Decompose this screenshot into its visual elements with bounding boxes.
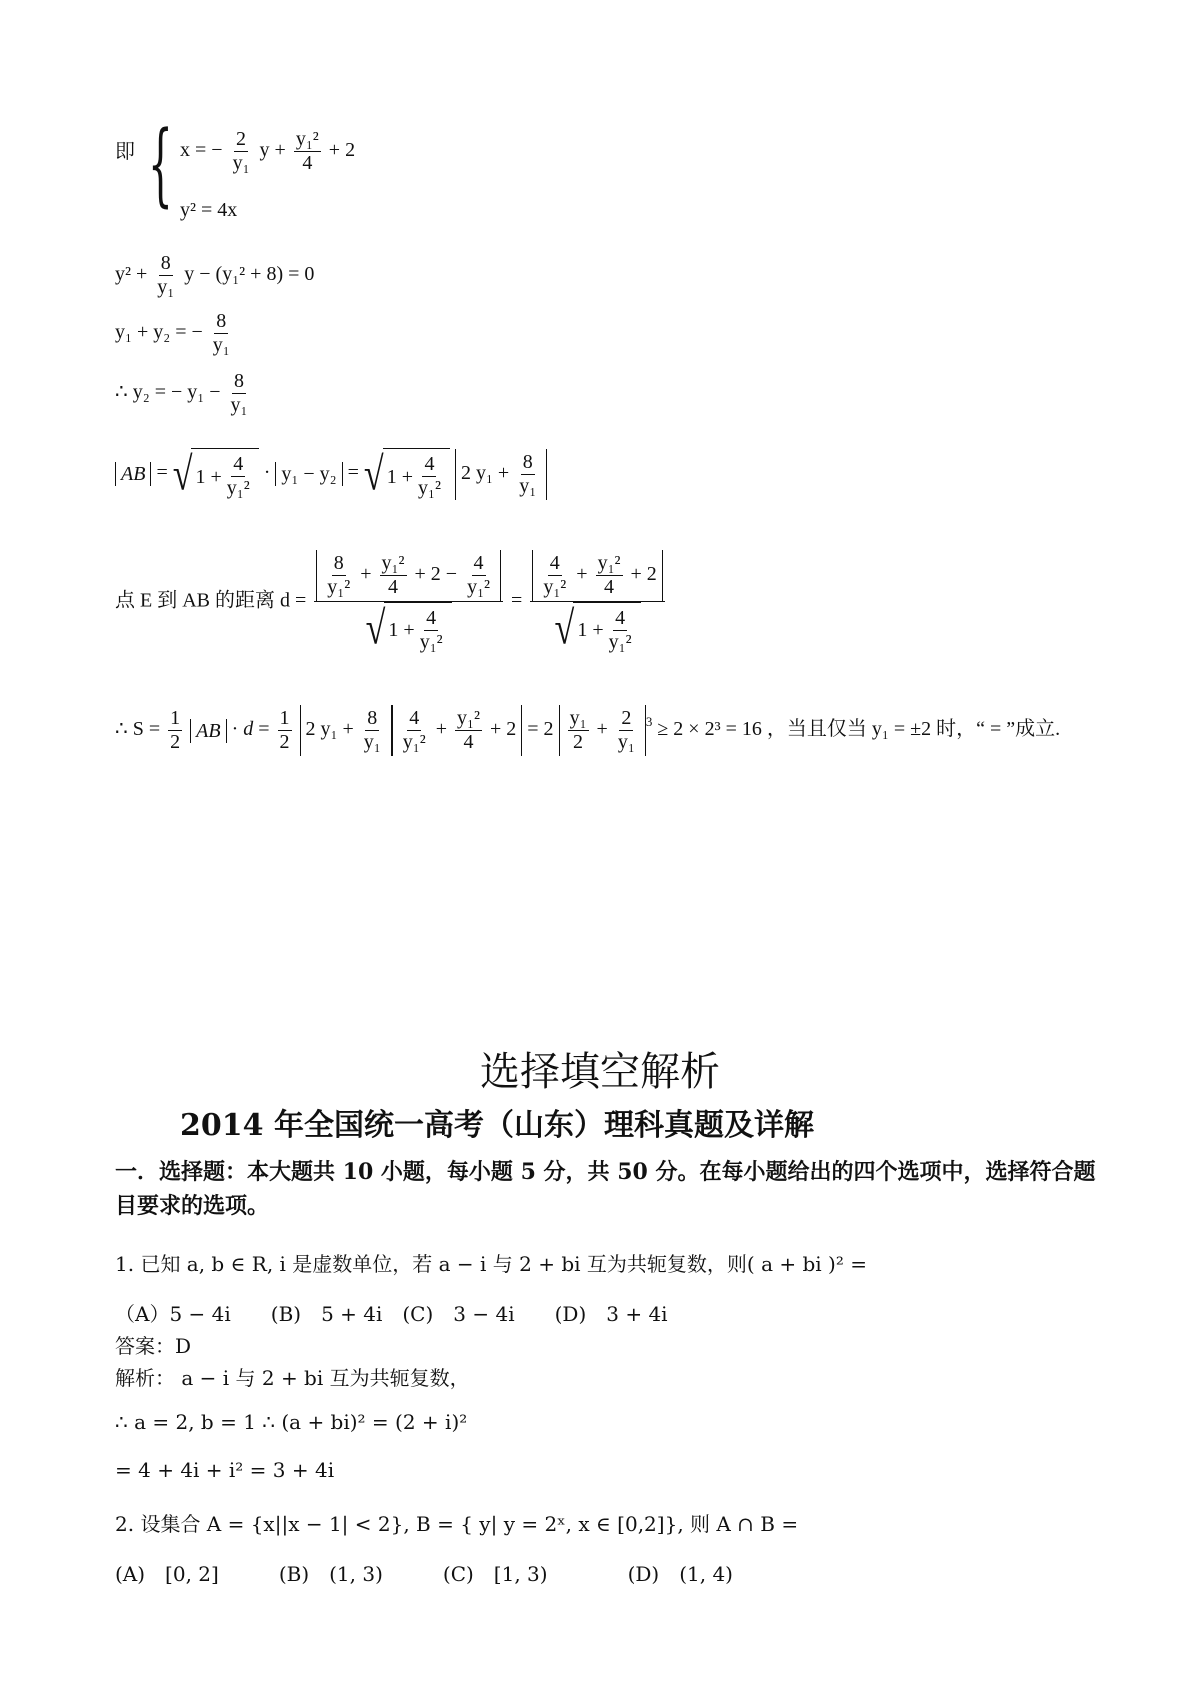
left-brace: { — [148, 113, 173, 217]
q1-stem: 1. 已知 a, b ∈ R, i 是虚数单位，若 a − i 与 2 + bi 互为共轭复数，则( a + bi )² = — [115, 1252, 867, 1276]
system-prefix: 即 — [115, 141, 135, 163]
page-title: 选择填空解析 — [480, 1049, 720, 1095]
exam-subtitle: 2014 年全国统一高考（山东）理科真题及详解 — [180, 1108, 814, 1143]
eq-area: ∴ S = $\frac{1}{2}$ AB · d = $\frac{1}{2}$ 2 y₁ + $\frac{8}{\text{y₁}}$ $\frac{4}{\text{y₁²}}$ + $\frac{\text{y₁²}}{4}$ + 2 = 2 $\frac{\text{y₁}}{2}$ + $\frac{2}{\text{y₁}}$ $^3$ ≥ 2 × 2³ = 16 ，当且仅当 y₁ = ±2 时，“ = ”成立. — [115, 705, 1060, 756]
eq-sum: y₁ + y₂ = − $\frac{8}{\text{y₁}}$ — [115, 310, 230, 356]
q1-options: （A）5 − 4i (B) 5 + 4i (C) 3 − 4i (D) 3 + 4i — [115, 1302, 668, 1326]
q1-answer: 答案：D — [115, 1334, 192, 1358]
q1-step2: = 4 + 4i + i² = 3 + 4i — [115, 1458, 335, 1482]
eq-distance: 点 E 到 AB 的距离 d = $\frac{8}{\text{y₁²}}$ + $\frac{\text{y₁²}}{4}$ + 2 − $\frac{4}{\text{y₁²}}$ √ 1 + $\frac{4}{\text{y₁²}}$ = $\frac{4}{\text{y₁²}}$ + $\frac{\text{y₁²}}{4}$ + 2 √ 1 + $\frac{4}{\text{y₁²}}$ — [115, 550, 668, 654]
q2-options: (A) [0, 2] (B) (1, 3) (C) [1, 3) (D) (1, 4) — [115, 1562, 733, 1586]
system-line-1: x = − $\frac{2}{\text{y₁}}$ y + $\frac{\text{y₁²}}{4}$ + 2 — [180, 128, 356, 174]
q1-analysis: 解析： a − i 与 2 + bi 互为共轭复数， — [115, 1366, 470, 1390]
q2-stem: 2. 设集合 A = {x||x − 1| < 2}, B = { y| y = 2ˣ, x ∈ [0,2]}, 则 A ∩ B = — [115, 1512, 799, 1536]
eq-ab-length: AB = √ 1 + $\frac{4}{\text{y₁²}}$ · y₁ − y₂ = √ 1 + $\frac{4}{\text{y₁²}}$ 2 y₁ + $\frac{8}{\text{y₁}}$ — [115, 448, 547, 500]
eq-y2: ∴ y₂ = − y₁ − $\frac{8}{\text{y₁}}$ — [115, 370, 248, 416]
eq-quadratic: y² + $\frac{8}{\text{y₁}}$ y − (y₁² + 8) = 0 — [115, 252, 315, 298]
system-line-2: y² = 4x — [180, 199, 238, 221]
section-intro: 一．选择题：本大题共 10 小题，每小题 5 分，共 50 分。在每小题给出的四个选项中，选择符合题目要求的选项。 — [115, 1159, 1096, 1219]
q1-step1: ∴ a = 2, b = 1 ∴ (a + bi)² = (2 + i)² — [115, 1410, 468, 1434]
